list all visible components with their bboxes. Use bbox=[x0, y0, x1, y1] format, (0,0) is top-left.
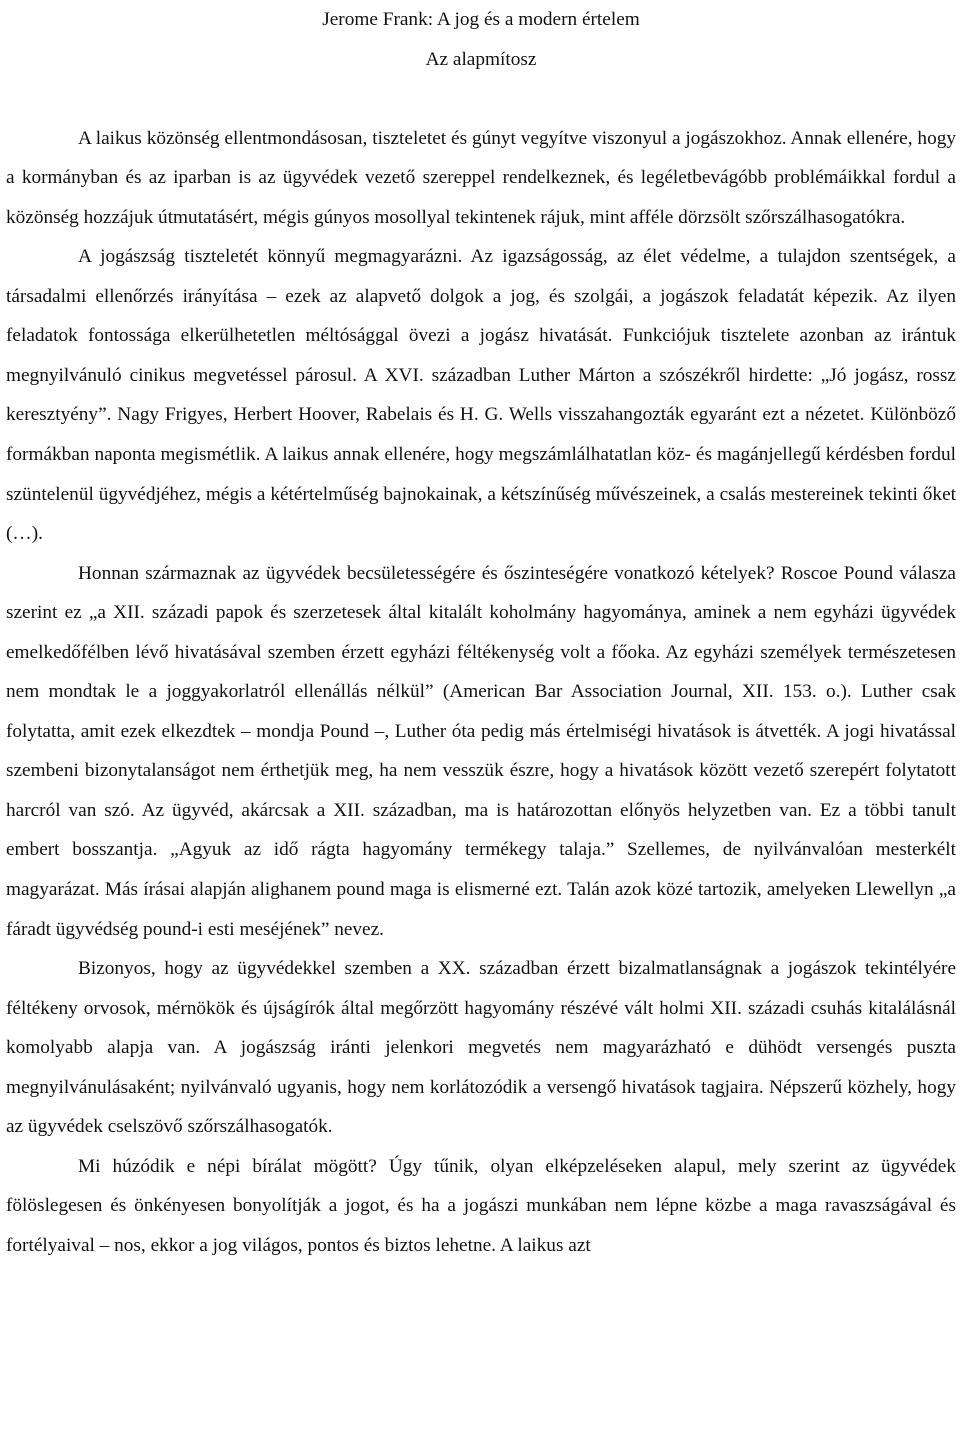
paragraph-5: Mi húzódik e népi bírálat mögött? Úgy tűnik, olyan elképzeléseken alapul, mely szerint az ügyvédek fölöslegesen és önkényesen bonyolítják a jogot, és ha a jogászi munkában nem lépne közbe a maga ravaszságával és fortélyaival – nos, ekkor a jog világos, pontos és biztos lehetne. A laikus azt bbox=[6, 1155, 956, 1256]
document-subtitle: Az alapmítosz bbox=[425, 48, 537, 70]
title-spacer bbox=[6, 79, 956, 119]
paragraph-4: Bizonyos, hogy az ügyvédekkel szemben a XX. században érzett bizalmatlanságnak a jogászok tekintélyére féltékeny orvosok, mérnökök és újságírók által megőrzött hagyomány részévé vált holmi XII. századi csuhás kitalálásnál komolyabb alapja van. A jogászság iránti jelenkori megvetés nem magyarázható e dühödt versengés puszta megnyilvánulásaként; nyilvánvaló ugyanis, hogy nem korlátozódik a versengő hivatások tagjaira. Népszerű közhely, hogy az ügyvédek cselszövő szőrszálhasogatók. bbox=[6, 958, 956, 1138]
document-title: Jerome Frank: A jog és a modern értelem bbox=[322, 9, 640, 30]
paragraph-3: Honnan származnak az ügyvédek becsületességére és őszinteségére vonatkozó kételyek? Roscoe Pound válasza szerint ez „a XII. századi papok és szerzetesek által kitalált koholmány hagyománya, aminek a nem egyházi ügyvédek emelkedőfélben lévő hivatásával szemben érzett egyházi féltékenység volt a főoka. Az egyházi személyek természetesen nem mondtak le a joggyakorlatról ellenállás nélkül” (American Bar Association Journal, XII. 153. o.). Luther csak folytatta, amit ezek elkezdtek – mondja Pound –, Luther óta pedig más értelmiségi hivatások is átvették. A jogi hivatással szembeni bizonytalanságot nem érthetjük meg, ha nem vesszük észre, hogy a hivatások között vezető szerepért folytatott harcról van szó. Az ügyvéd, akárcsak a XII. században, ma is határozottan előnyös helyzetben van. Ez a többi tanult embert bosszantja. „Agyuk az idő rágta hagyomány termékegy talaja.” Szellemes, de nyilvánvalóan mesterkélt magyarázat. Más írásai alapján alighanem pound maga is elismerné ezt. Talán azok közé tartozik, amelyeken Llewellyn „a fáradt ügyvédség pound-i esti meséjének” nevez. bbox=[6, 562, 956, 940]
document-page bbox=[6, 0, 956, 1266]
paragraph-2: A jogászság tiszteletét könnyű megmagyarázni. Az igazságosság, az élet védelme, a tulajdon szentségek, a társadalmi ellenőrzés irányítása – ezek az alapvető dolgok a jog, és szolgái, a jogászok feladatát képezik. Az ilyen feladatok fontossága elkerülhetetlen méltósággal övezi a jogász hivatását. Funkciójuk tisztelete azonban az irántuk megnyilvánuló cinikus megvetéssel párosul. A XVI. században Luther Márton a szószékről hirdette: „Jó jogász, rossz keresztyény”. Nagy Frigyes, Herbert Hoover, Rabelais és H. G. Wells visszahangozták egyaránt ezt a nézetet. Különböző formákban naponta megismétlik. A laikus annak ellenére, hogy megszámlálhatatlan köz- és magánjellegű kérdésben fordul szüntelenül ügyvédjéhez, mégis a kétértelműség bajnokainak, a kétszínűség művészeinek, a csalás mestereinek tekinti őket (…). bbox=[6, 246, 956, 545]
paragraph-1: A laikus közönség ellentmondásosan, tiszteletet és gúnyt vegyítve viszonyul a jogászokhoz. Annak ellenére, hogy a kormányban és az iparban is az ügyvédek vezető szereppel rendelkeznek, és legéletbevágóbb problémáikkal fordul a közönség hozzájuk útmutatásért, mégis gúnyos mosollyal tekintenek rájuk, mint afféle dörzsölt szőrszálhasogatókra. bbox=[6, 127, 956, 228]
